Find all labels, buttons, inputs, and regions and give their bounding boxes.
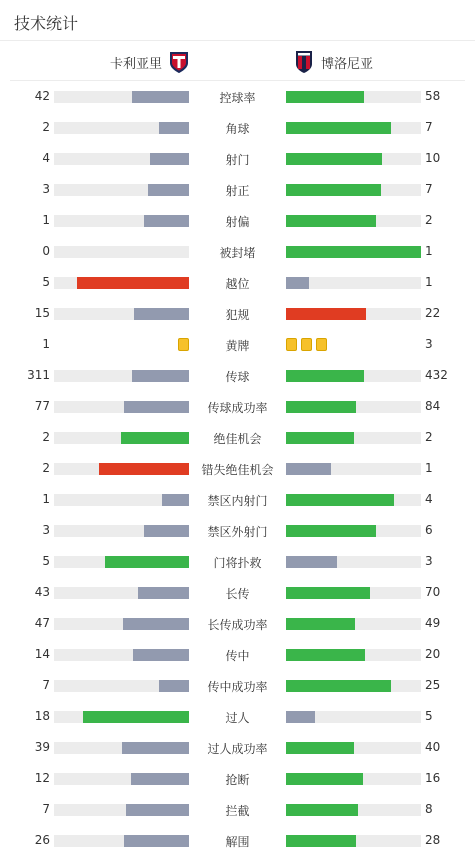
stat-row xyxy=(0,143,475,174)
home-bar-track xyxy=(54,122,189,134)
home-value: 4 xyxy=(42,151,50,165)
home-value: 5 xyxy=(42,554,50,568)
away-value: 10 xyxy=(425,151,441,165)
stat-label: 绝佳机会 xyxy=(213,432,262,446)
away-value: 16 xyxy=(425,771,441,785)
home-bar-track xyxy=(54,246,189,258)
stat-label: 射门 xyxy=(225,153,250,167)
home-team-name: 卡利亚里 xyxy=(109,56,162,72)
home-value: 15 xyxy=(34,306,50,320)
away-value: 58 xyxy=(425,89,441,103)
stat-row xyxy=(0,267,475,298)
away-value: 7 xyxy=(425,182,433,196)
away-bar xyxy=(286,91,364,103)
home-bar-track xyxy=(54,494,189,506)
stats-list xyxy=(0,81,475,856)
stat-label: 黄牌 xyxy=(225,339,250,353)
home-bar-track xyxy=(54,649,189,661)
home-bar xyxy=(77,277,189,289)
home-bar-track xyxy=(54,835,189,847)
away-bar xyxy=(286,463,331,475)
away-bar xyxy=(286,649,365,661)
teams-header xyxy=(10,41,465,81)
away-value: 84 xyxy=(425,399,441,413)
stat-row xyxy=(0,453,475,484)
stat-row xyxy=(0,763,475,794)
home-bar-track xyxy=(54,680,189,692)
stat-label: 抢断 xyxy=(225,773,250,787)
home-bar-track xyxy=(54,742,189,754)
away-value: 8 xyxy=(425,802,433,816)
home-bar xyxy=(148,184,189,196)
stat-row xyxy=(0,205,475,236)
home-value: 14 xyxy=(34,647,50,661)
home-value: 5 xyxy=(42,275,50,289)
away-bar-track xyxy=(286,153,421,165)
stat-row xyxy=(0,701,475,732)
stat-label: 禁区外射门 xyxy=(207,525,268,539)
home-bar-track xyxy=(54,804,189,816)
home-value: 39 xyxy=(34,740,50,754)
away-value: 1 xyxy=(425,244,433,258)
away-bar xyxy=(286,525,376,537)
away-bar xyxy=(286,587,370,599)
away-bar-track xyxy=(286,680,421,692)
home-team[interactable] xyxy=(110,50,190,74)
away-bar-track xyxy=(286,370,421,382)
stat-label: 越位 xyxy=(225,277,250,291)
home-bar xyxy=(159,122,189,134)
stat-row xyxy=(0,112,475,143)
stat-label: 犯规 xyxy=(225,308,250,322)
home-yellow-cards xyxy=(54,338,189,351)
stat-row xyxy=(0,794,475,825)
away-value: 25 xyxy=(425,678,441,692)
away-value: 49 xyxy=(425,616,441,630)
stat-row xyxy=(0,670,475,701)
away-value: 5 xyxy=(425,709,433,723)
stat-label: 射偏 xyxy=(225,215,250,229)
away-team-name: 博洛尼亚 xyxy=(321,56,374,72)
stat-label: 过人 xyxy=(225,711,250,725)
away-bar-track xyxy=(286,215,421,227)
away-bar-track xyxy=(286,432,421,444)
home-bar xyxy=(132,91,189,103)
stat-row xyxy=(0,236,475,267)
away-bar-track xyxy=(286,773,421,785)
away-bar-track xyxy=(286,649,421,661)
home-bar-track xyxy=(54,463,189,475)
home-bar xyxy=(162,494,189,506)
stat-label: 门将扑救 xyxy=(213,556,262,570)
home-value: 42 xyxy=(34,89,50,103)
stat-row xyxy=(0,329,475,360)
stat-label: 传球成功率 xyxy=(207,401,268,415)
home-bar xyxy=(159,680,189,692)
stat-row xyxy=(0,81,475,112)
stat-row xyxy=(0,825,475,856)
home-bar xyxy=(144,525,189,537)
home-bar xyxy=(83,711,189,723)
home-value: 3 xyxy=(42,523,50,537)
stat-label: 传中成功率 xyxy=(207,680,268,694)
away-bar xyxy=(286,277,309,289)
stat-row xyxy=(0,360,475,391)
away-value: 28 xyxy=(425,833,441,847)
home-bar-track xyxy=(54,184,189,196)
away-yellow-cards xyxy=(286,338,421,351)
stat-label: 解围 xyxy=(225,835,250,849)
yellow-card-icon xyxy=(178,338,189,351)
stat-row xyxy=(0,298,475,329)
home-value: 2 xyxy=(42,120,50,134)
away-bar xyxy=(286,711,315,723)
away-bar xyxy=(286,122,391,134)
stat-row xyxy=(0,577,475,608)
away-value: 22 xyxy=(425,306,441,320)
home-bar-track xyxy=(54,587,189,599)
stat-row xyxy=(0,546,475,577)
home-value: 1 xyxy=(42,492,50,506)
stat-label: 控球率 xyxy=(219,91,256,105)
away-value: 6 xyxy=(425,523,433,537)
home-bar xyxy=(132,370,189,382)
stat-label: 角球 xyxy=(225,122,250,136)
home-bar-track xyxy=(54,370,189,382)
away-bar xyxy=(286,556,337,568)
stat-label: 过人成功率 xyxy=(207,742,268,756)
away-value: 20 xyxy=(425,647,441,661)
away-bar xyxy=(286,153,382,165)
away-bar xyxy=(286,308,366,320)
yellow-card-icon xyxy=(301,338,312,351)
away-bar-track xyxy=(286,618,421,630)
home-value: 311 xyxy=(27,368,50,382)
cagliari-badge-icon xyxy=(168,50,190,74)
home-value: 1 xyxy=(42,337,50,351)
home-value: 3 xyxy=(42,182,50,196)
home-bar-track xyxy=(54,773,189,785)
home-value: 18 xyxy=(34,709,50,723)
away-bar xyxy=(286,804,358,816)
away-bar-track xyxy=(286,525,421,537)
away-bar-track xyxy=(286,804,421,816)
away-value: 432 xyxy=(425,368,448,382)
home-bar-track xyxy=(54,91,189,103)
yellow-card-icon xyxy=(286,338,297,351)
away-bar xyxy=(286,401,356,413)
stat-label: 射正 xyxy=(225,184,250,198)
away-bar-track xyxy=(286,587,421,599)
home-bar xyxy=(126,804,189,816)
away-value: 3 xyxy=(425,337,433,351)
home-value: 2 xyxy=(42,461,50,475)
away-value: 3 xyxy=(425,554,433,568)
away-bar xyxy=(286,494,394,506)
stat-label: 长传 xyxy=(225,587,250,601)
away-bar-track xyxy=(286,91,421,103)
home-bar xyxy=(121,432,189,444)
home-value: 1 xyxy=(42,213,50,227)
away-bar-track xyxy=(286,122,421,134)
home-value: 77 xyxy=(34,399,50,413)
home-bar xyxy=(144,215,189,227)
away-bar-track xyxy=(286,835,421,847)
home-bar xyxy=(99,463,189,475)
home-bar xyxy=(123,618,189,630)
away-value: 7 xyxy=(425,120,433,134)
home-bar-track xyxy=(54,432,189,444)
home-value: 2 xyxy=(42,430,50,444)
stat-row xyxy=(0,608,475,639)
home-bar xyxy=(124,835,189,847)
home-bar xyxy=(124,401,189,413)
away-team[interactable] xyxy=(293,50,373,74)
home-value: 26 xyxy=(34,833,50,847)
stat-row xyxy=(0,515,475,546)
away-value: 40 xyxy=(425,740,441,754)
stat-row xyxy=(0,174,475,205)
home-bar xyxy=(134,308,189,320)
page-title: 技术统计 xyxy=(14,14,79,33)
home-bar xyxy=(131,773,189,785)
away-bar xyxy=(286,835,356,847)
stat-label: 禁区内射门 xyxy=(207,494,268,508)
away-bar xyxy=(286,370,364,382)
stat-row xyxy=(0,422,475,453)
yellow-card-icon xyxy=(316,338,327,351)
away-bar-track xyxy=(286,494,421,506)
bologna-badge-icon xyxy=(293,50,315,74)
home-bar-track xyxy=(54,277,189,289)
home-bar-track xyxy=(54,308,189,320)
away-bar-track xyxy=(286,308,421,320)
home-bar-track xyxy=(54,401,189,413)
away-bar-track xyxy=(286,246,421,258)
away-bar-track xyxy=(286,277,421,289)
away-bar xyxy=(286,773,363,785)
home-bar xyxy=(122,742,189,754)
away-value: 1 xyxy=(425,461,433,475)
stat-label: 传球 xyxy=(225,370,250,384)
stat-label: 拦截 xyxy=(225,804,250,818)
home-bar xyxy=(133,649,189,661)
away-value: 70 xyxy=(425,585,441,599)
stat-row xyxy=(0,639,475,670)
home-bar-track xyxy=(54,711,189,723)
away-bar xyxy=(286,618,355,630)
stat-label: 被封堵 xyxy=(219,246,256,260)
home-value: 43 xyxy=(34,585,50,599)
away-bar-track xyxy=(286,556,421,568)
away-bar-track xyxy=(286,401,421,413)
home-value: 47 xyxy=(34,616,50,630)
away-bar xyxy=(286,680,391,692)
home-bar-track xyxy=(54,618,189,630)
away-value: 2 xyxy=(425,430,433,444)
away-bar-track xyxy=(286,184,421,196)
stat-row xyxy=(0,484,475,515)
away-value: 2 xyxy=(425,213,433,227)
away-bar-track xyxy=(286,463,421,475)
away-bar xyxy=(286,215,376,227)
away-bar xyxy=(286,246,421,258)
away-value: 1 xyxy=(425,275,433,289)
home-bar-track xyxy=(54,556,189,568)
stat-row xyxy=(0,391,475,422)
home-value: 0 xyxy=(42,244,50,258)
home-value: 12 xyxy=(34,771,50,785)
stat-label: 错失绝佳机会 xyxy=(201,463,274,477)
stat-row xyxy=(0,732,475,763)
away-bar-track xyxy=(286,711,421,723)
stat-label: 传中 xyxy=(225,649,250,663)
page-header xyxy=(0,0,475,41)
home-bar-track xyxy=(54,153,189,165)
away-bar xyxy=(286,184,381,196)
home-bar xyxy=(105,556,189,568)
home-bar-track xyxy=(54,215,189,227)
home-bar xyxy=(138,587,189,599)
away-bar-track xyxy=(286,742,421,754)
home-bar xyxy=(150,153,189,165)
home-value: 7 xyxy=(42,802,50,816)
away-bar xyxy=(286,742,354,754)
home-value: 7 xyxy=(42,678,50,692)
home-bar-track xyxy=(54,525,189,537)
stat-label: 长传成功率 xyxy=(207,618,268,632)
away-value: 4 xyxy=(425,492,433,506)
away-bar xyxy=(286,432,354,444)
